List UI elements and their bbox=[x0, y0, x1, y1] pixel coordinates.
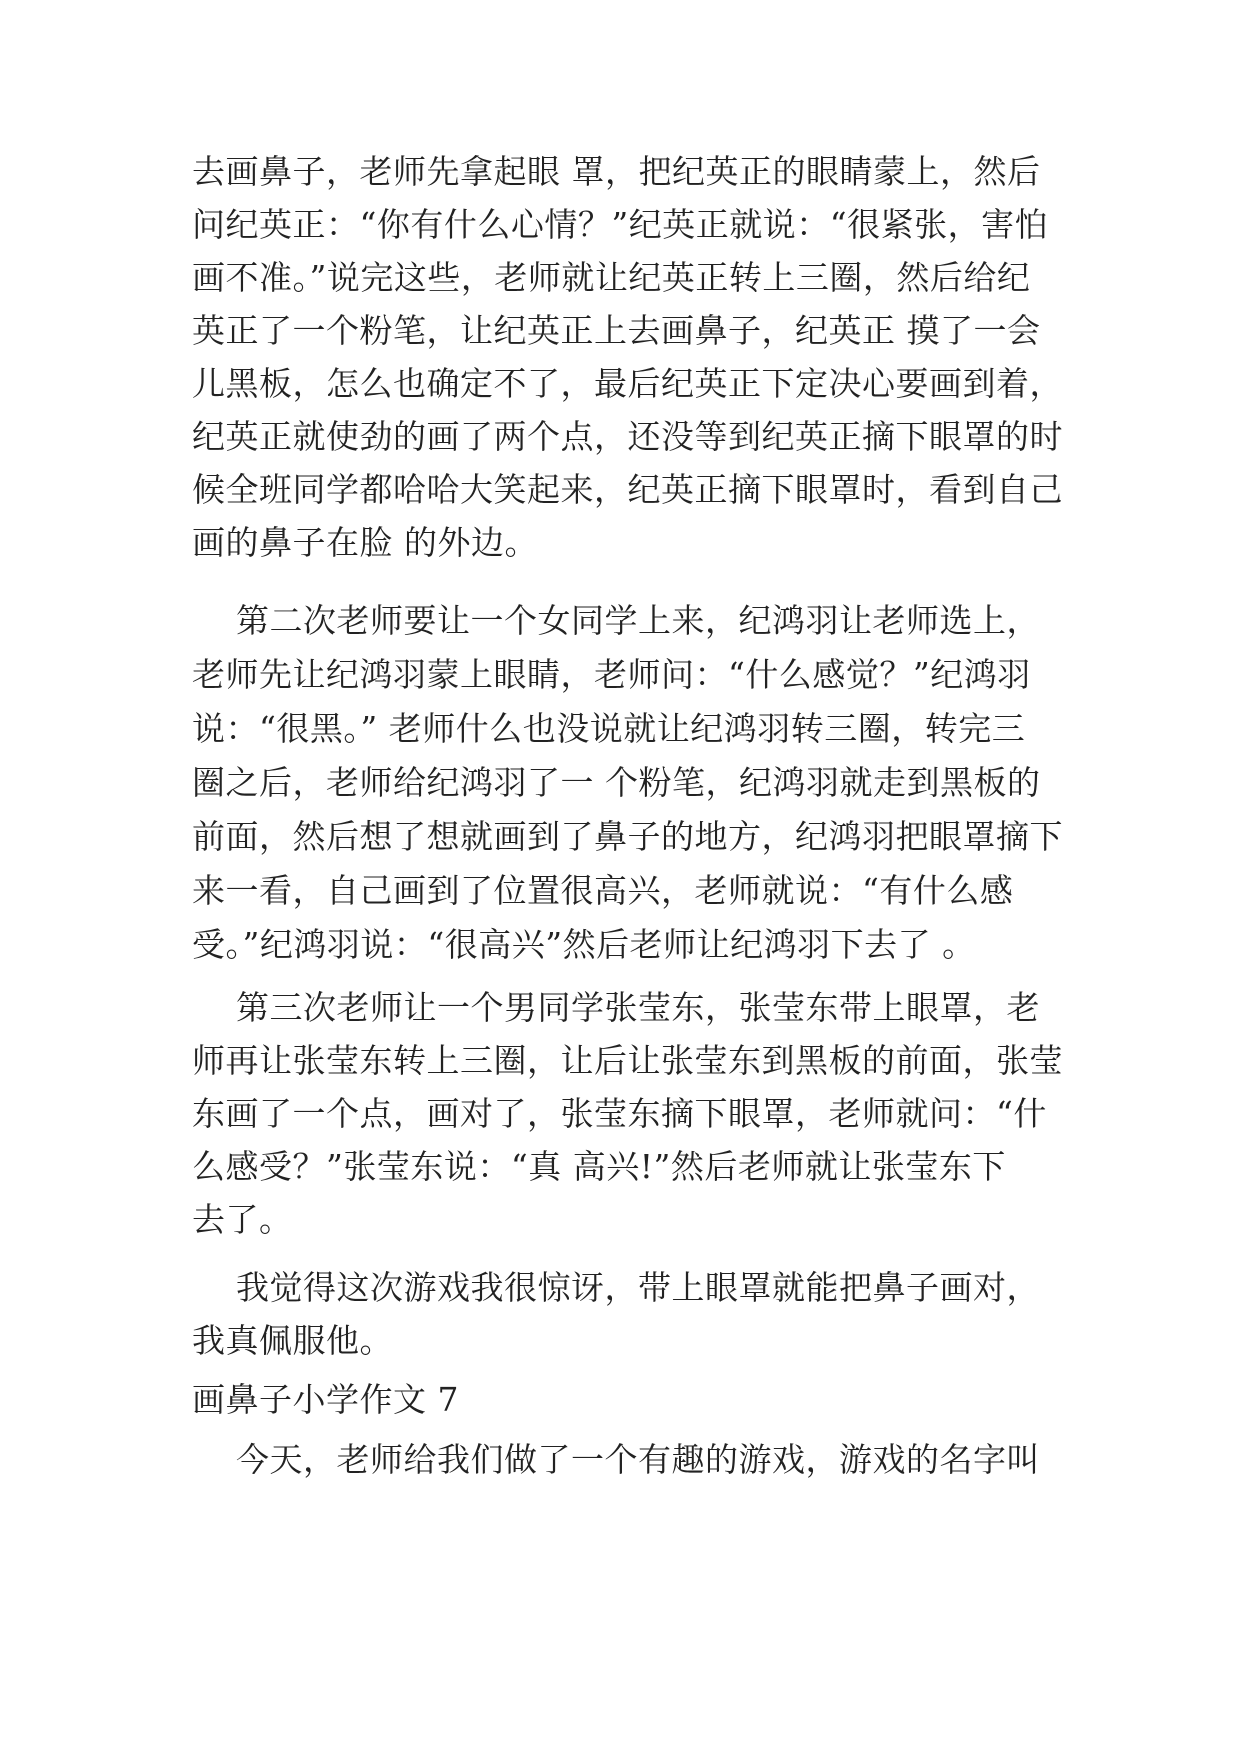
text-line: 我真佩服他。 bbox=[192, 1321, 393, 1360]
text-line: 纪英正就使劲的画了两个点，还没等到纪英正摘下眼罩的时 bbox=[192, 417, 1063, 456]
text-line: 么感受？”张莹东说：“真 高兴!”然后老师就让张莹东下 bbox=[192, 1147, 1006, 1186]
text-line: 老师先让纪鸿羽蒙上眼睛，老师问：“什么感觉？”纪鸿羽 bbox=[192, 655, 1031, 694]
text-line: 今天，老师给我们做了一个有趣的游戏，游戏的名字叫 bbox=[192, 1440, 1040, 1479]
text-line: 师再让张莹东转上三圈，让后让张莹东到黑板的前面，张莹 bbox=[192, 1041, 1063, 1080]
text-line: 东画了一个点，画对了，张莹东摘下眼罩，老师就问：“什 bbox=[192, 1094, 1047, 1133]
text-line: 前面，然后想了想就画到了鼻子的地方，纪鸿羽把眼罩摘下 bbox=[192, 817, 1063, 856]
text-line: 候全班同学都哈哈大笑起来，纪英正摘下眼罩时，看到自己 bbox=[192, 470, 1063, 509]
text-line: 去画鼻子，老师先拿起眼 罩，把纪英正的眼睛蒙上，然后 bbox=[192, 152, 1041, 191]
text-line: 去了。 bbox=[192, 1200, 293, 1239]
text-line: 问纪英正：“你有什么心情？”纪英正就说：“很紧张，害怕 bbox=[192, 205, 1049, 244]
text-line: 画的鼻子在脸 的外边。 bbox=[192, 523, 538, 562]
text-line: 我觉得这次游戏我很惊讶，带上眼罩就能把鼻子画对， bbox=[192, 1268, 1040, 1307]
text-line: 圈之后，老师给纪鸿羽了一 个粉笔，纪鸿羽就走到黑板的 bbox=[192, 763, 1041, 802]
text-line: 说：“很黑。” 老师什么也没说就让纪鸿羽转三圈，转完三 bbox=[192, 709, 1026, 748]
text-line: 第三次老师让一个男同学张莹东，张莹东带上眼罩，老 bbox=[192, 988, 1040, 1027]
text-line: 第二次老师要让一个女同学上来，纪鸿羽让老师选上， bbox=[192, 601, 1040, 640]
section-heading: 画鼻子小学作文 7 bbox=[192, 1380, 459, 1419]
text-line: 画不准。”说完这些，老师就让纪英正转上三圈，然后给纪 bbox=[192, 258, 1031, 297]
text-line: 儿黑板，怎么也确定不了，最后纪英正下定决心要画到着， bbox=[192, 364, 1063, 403]
text-line: 来一看，自己画到了位置很高兴，老师就说：“有什么感 bbox=[192, 871, 1014, 910]
text-line: 英正了一个粉笔，让纪英正上去画鼻子，纪英正 摸了一会 bbox=[192, 311, 1041, 350]
text-line: 受。”纪鸿羽说：“很高兴”然后老师让纪鸿羽下去了 。 bbox=[192, 925, 976, 964]
